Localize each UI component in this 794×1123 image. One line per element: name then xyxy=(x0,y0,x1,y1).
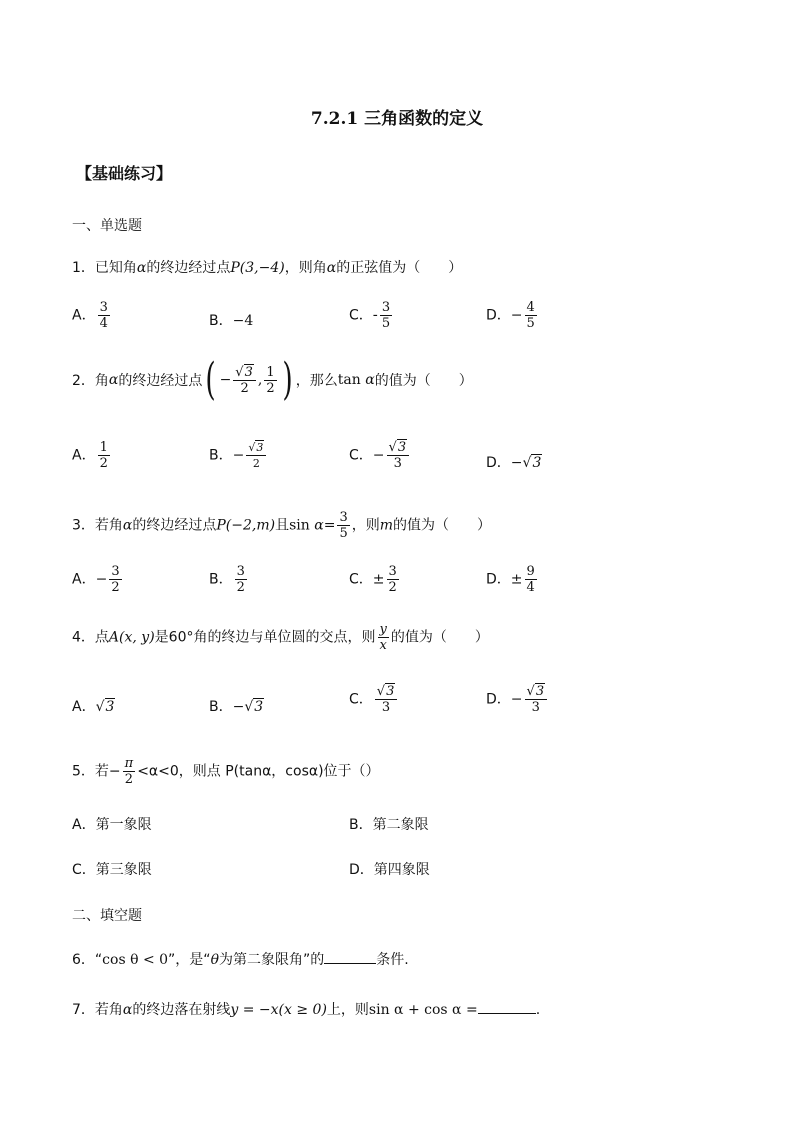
question-1-stem: 1．已知角α的终边经过点P(3,−4)，则角α的正弦值为（ ） xyxy=(72,260,463,276)
question-1-option-d[interactable]: D．− $\frac{4}{5}$ xyxy=(486,300,535,331)
question-3-stem: 3．若角α的终边经过点P(−2,m)且sin α= $\frac{3}{5}$ ，则m的值为（ ） xyxy=(72,510,492,541)
question-3-option-a[interactable]: A．− $\frac{3}{2}$ xyxy=(72,564,120,595)
part-heading-fill-in: 二、填空题 xyxy=(72,908,142,924)
question-2-option-a[interactable]: A． $\frac{1}{2}$ xyxy=(72,440,108,471)
question-2-option-c[interactable]: C．− $\frac{√3}{3}$ xyxy=(349,440,411,471)
question-4-option-d[interactable]: D．− $\frac{√3}{3}$ xyxy=(486,684,549,715)
question-2-stem: 2．角 α 的终边经过点 ( − $\frac{√3}{2}$ , $\frac{1}{2}$ ) ，那么 tan α 的值为（ ） xyxy=(72,354,473,405)
question-1-option-b[interactable]: B．−4 xyxy=(209,313,254,329)
question-5-option-b[interactable]: B．第二象限 xyxy=(349,817,429,833)
question-4-option-b[interactable]: B．−√3 xyxy=(209,699,264,715)
question-6-answer-blank[interactable] xyxy=(324,951,376,964)
question-1-option-c[interactable]: C．- $\frac{3}{5}$ xyxy=(349,300,391,331)
question-5-option-d[interactable]: D．第四象限 xyxy=(349,862,430,878)
question-1-option-a[interactable]: A． $\frac{3}{4}$ xyxy=(72,300,108,331)
question-2-option-b[interactable]: B．− $\frac{√3}{2}$ xyxy=(209,440,268,471)
question-4-option-a[interactable]: A．√3 xyxy=(72,699,115,715)
question-4-stem: 4．点A(x, y)是60°角的终边与单位圆的交点，则 $\frac{y}{x}$ 的值为（ ） xyxy=(72,622,489,653)
question-5-option-c[interactable]: C．第三象限 xyxy=(72,862,152,878)
question-3-option-c[interactable]: C．± $\frac{3}{2}$ xyxy=(349,564,397,595)
part-heading-single-choice: 一、单选题 xyxy=(72,218,142,234)
question-4-option-c[interactable]: C． $\frac{√3}{3}$ xyxy=(349,684,399,715)
question-2-option-d[interactable]: D．−√3 xyxy=(486,455,542,471)
question-7-stem: 7．若角α的终边落在射线y = −x(x ≥ 0)上，则sin α + cos α = . xyxy=(72,1002,541,1018)
page-title: 7.2.1 三角函数的定义 xyxy=(310,109,484,129)
question-5-stem: 5．若− $\frac{\pi}{2}$ <α<0，则点 P(tanα，cosα)位于（） xyxy=(72,756,380,787)
question-6-stem: 6．“cos θ < 0”，是“θ为第二象限角”的 条件. xyxy=(72,952,409,968)
question-3-option-b[interactable]: B． $\frac{3}{2}$ xyxy=(209,564,245,595)
question-5-option-a[interactable]: A．第一象限 xyxy=(72,817,152,833)
question-7-answer-blank[interactable] xyxy=(478,1001,536,1014)
section-heading-basic: 【基础练习】 xyxy=(76,164,173,183)
question-3-option-d[interactable]: D．± $\frac{9}{4}$ xyxy=(486,564,535,595)
